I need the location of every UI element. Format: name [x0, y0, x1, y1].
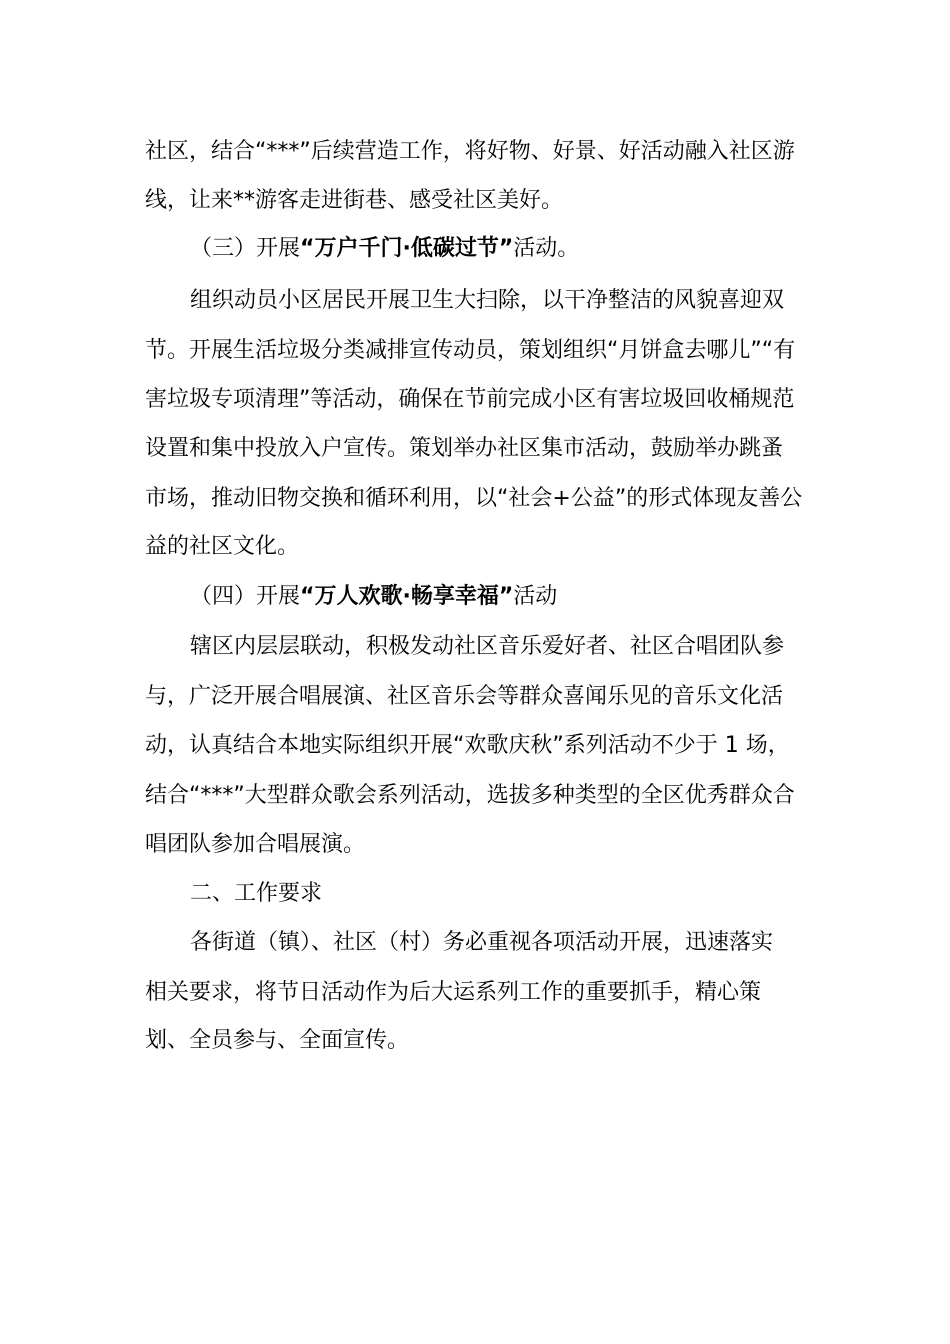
paragraph-line: 线，让来**游客走进街巷、感受社区美好。 — [145, 188, 564, 213]
paragraph-line: 动，认真结合本地实际组织开展“欢歌庆秋”系列活动不少于 1 场， — [145, 733, 790, 758]
paragraph-line: 与，广泛开展合唱展演、社区音乐会等群众喜闻乐见的音乐文化活 — [145, 684, 784, 709]
subheading-4 — [190, 582, 950, 612]
subheading-4-prefix: （四）开展 — [190, 584, 301, 609]
subheading-4-suffix: 活动 — [513, 584, 558, 609]
paragraph-line: 害垃圾专项清理”等活动，确保在节前完成小区有害垃圾回收桶规范 — [145, 387, 795, 412]
paragraph-line: 市场，推动旧物交换和循环利用，以“社会+公益”的形式体现友善公 — [145, 486, 803, 511]
paragraph-line: 辖区内层层联动，积极发动社区音乐爱好者、社区合唱团队参 — [190, 634, 785, 659]
paragraph-line: 结合“***”大型群众歌会系列活动，选拔多种类型的全区优秀群众合 — [145, 783, 795, 808]
paragraph-line: 相关要求，将节日活动作为后大运系列工作的重要抓手，精心策 — [145, 980, 762, 1005]
paragraph-line: 设置和集中投放入户宣传。策划举办社区集市活动，鼓励举办跳蚤 — [145, 436, 784, 461]
subheading-4-title: “万人欢歌·畅享幸福” — [300, 584, 514, 609]
paragraph-line: 划、全员参与、全面宣传。 — [145, 1028, 410, 1053]
paragraph-line: 各街道（镇）、社区（村）务必重视各项活动开展，迅速落实 — [190, 930, 774, 955]
paragraph-line: 组织动员小区居民开展卫生大扫除，以干净整洁的风貌喜迎双 — [190, 288, 785, 313]
subheading-3-title: “万户千门·低碳过节” — [300, 236, 514, 261]
subheading-3 — [190, 234, 950, 264]
paragraph-line: 社区，结合“***”后续营造工作，将好物、好景、好活动融入社区游 — [145, 139, 795, 164]
subheading-3-suffix: 活动。 — [513, 236, 580, 261]
section-heading: 二、工作要求 — [190, 881, 323, 906]
paragraph-line: 节。开展生活垃圾分类减排宣传动员，策划组织“月饼盒去哪儿”“有 — [145, 338, 796, 363]
subheading-3-prefix: （三）开展 — [190, 236, 301, 261]
paragraph-line: 益的社区文化。 — [145, 534, 300, 559]
paragraph-line: 唱团队参加合唱展演。 — [145, 832, 366, 857]
